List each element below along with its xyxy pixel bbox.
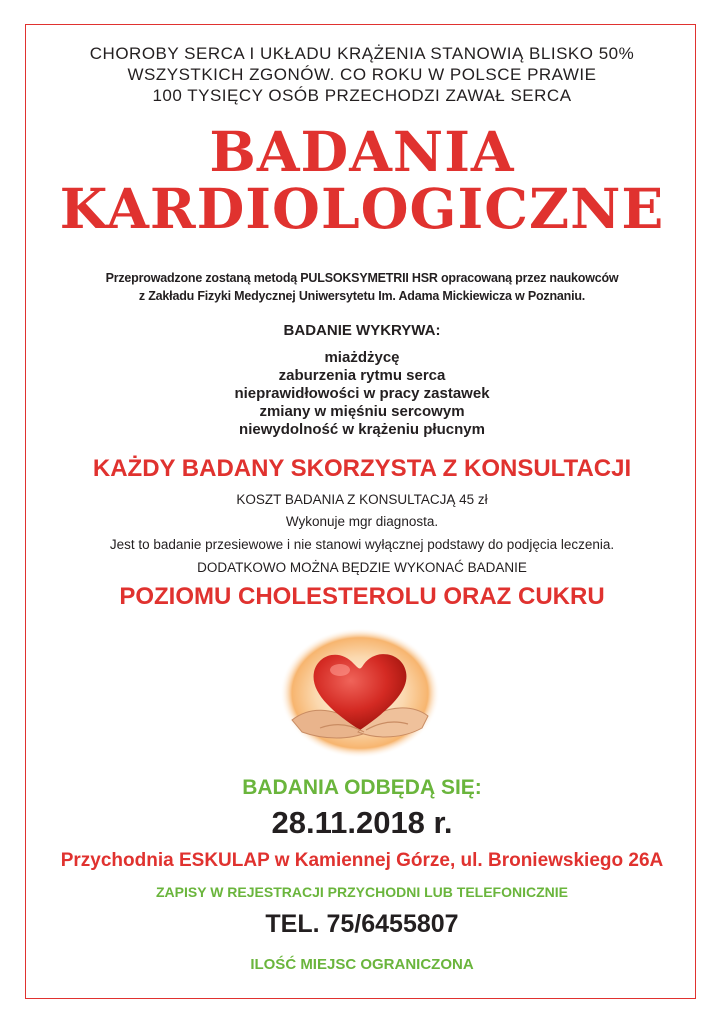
detects-item: zmiany w mięśniu sercowym [259,403,465,420]
consult-heading: KAŻDY BADANY SKORZYSTA Z KONSULTACJI [92,455,632,482]
registration-text: ZAPISY W REJESTRACJI PRZYCHODNI LUB TELEFONICZNIE [156,884,568,900]
event-date: 28.11.2018 r. [271,805,453,840]
performer-text: Wykonuje mgr diagnosta. [285,514,439,529]
method-line-2: z Zakładu Fizyki Medycznej Uniwersytetu Im. Adama Mickiewicza w Poznaniu. [138,289,586,303]
detects-item: miażdżycę [324,349,400,366]
intro-line-2: WSZYSTKICH ZGONÓW. CO ROKU W POLSCE PRAWIE [127,65,597,84]
title-line-2: KARDIOLOGICZNE [59,176,665,241]
disclaimer-text: Jest to badanie przesiewowe i nie stanowi wyłącznej podstawy do podjęcia leczenia. [109,537,615,552]
event-place: Przychodnia ESKULAP w Kamiennej Górze, ul. Broniewskiego 26A [60,850,664,871]
intro-line-3: 100 TYSIĘCY OSÓB PRZECHODZI ZAWAŁ SERCA [152,86,572,105]
detects-item: niewydolność w krążeniu płucnym [239,421,485,438]
heart-in-hands-image [280,628,440,758]
detects-item: zaburzenia rytmu serca [278,367,446,384]
when-label: BADANIA ODBĘDĄ SIĘ: [242,776,482,799]
method-line-1: Przeprowadzone zostaną metodą PULSOKSYMETRII HSR opracowaną przez naukowców [105,271,619,285]
additional-text: DODATKOWO MOŻNA BĘDZIE WYKONAĆ BADANIE [197,560,527,575]
detects-heading: BADANIE WYKRYWA: [283,322,441,339]
title-line-1: BADANIA [209,119,515,184]
limited-places-text: ILOŚĆ MIEJSC OGRANICZONA [250,956,474,973]
cost-text: KOSZT BADANIA Z KONSULTACJĄ 45 zł [236,492,488,507]
detects-item: nieprawidłowości w pracy zastawek [234,385,490,402]
phone-number: TEL. 75/6455807 [265,910,459,938]
cholesterol-heading: POZIOMU CHOLESTEROLU ORAZ CUKRU [119,583,605,610]
intro-line-1: CHOROBY SERCA I UKŁADU KRĄŻENIA STANOWIĄ BLISKO 50% [89,44,635,63]
